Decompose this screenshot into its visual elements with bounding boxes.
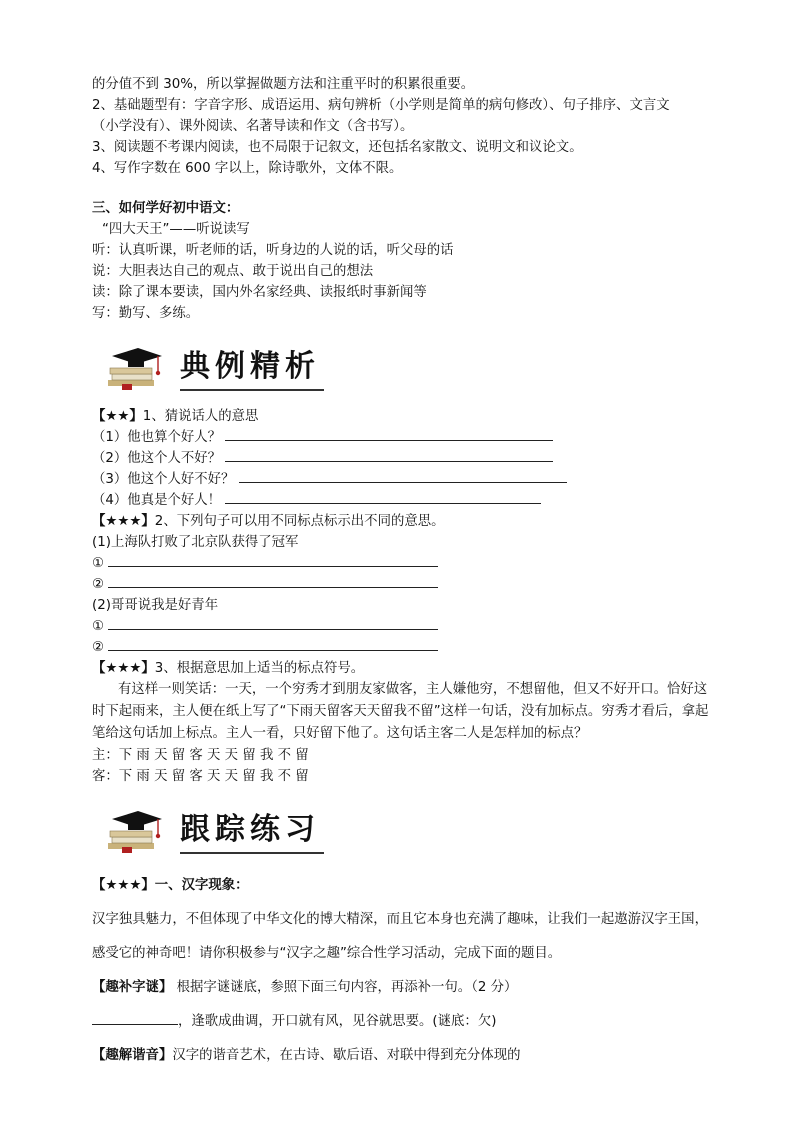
q2-text: 2、下列句子可以用不同标点标示出不同的意思。: [154, 514, 445, 529]
answer-blank[interactable]: [225, 427, 553, 441]
guest-punctuation-line: 客：下 雨 天 留 客 天 天 留 我 不 留: [92, 769, 309, 784]
answer-blank[interactable]: [239, 469, 567, 483]
intro-line-4: 4、写作字数在 600 字以上，除诗歌外，文体不限。: [92, 161, 403, 176]
read-line: 读：除了课本要读，国内外名家经典、读报纸时事新闻等: [92, 285, 427, 300]
graduation-cap-books-icon: [102, 344, 164, 394]
answer-blank[interactable]: [225, 490, 541, 504]
answer-blank[interactable]: [108, 574, 438, 588]
q1-item: （3）他这个人好不好？: [92, 472, 235, 487]
circle-number: ②: [92, 640, 105, 655]
intro-line-1: 的分值不到 30%，所以掌握做题方法和注重平时的积累很重要。: [92, 77, 475, 92]
q2-label: 【★★★】: [92, 514, 155, 529]
section-3-title: 三、如何学好初中语文：: [92, 201, 240, 216]
practice-label: 【★★★】一、汉字现象：: [92, 878, 249, 893]
heading-examples-title: 典例精析: [180, 347, 324, 391]
pun-label: 【趣解谐音】: [92, 1048, 173, 1063]
answer-blank[interactable]: [108, 553, 438, 567]
riddle-answer-blank[interactable]: [92, 1011, 178, 1025]
q3-label: 【★★★】: [92, 661, 155, 676]
q1-item: （1）他也算个好人？: [92, 430, 222, 445]
document-page: [92, 74, 712, 1073]
q1-label: 【★★】: [92, 409, 143, 424]
answer-blank[interactable]: [108, 637, 438, 651]
listen-line: 听：认真听课，听老师的话，听身边的人说的话，听父母的话: [92, 243, 454, 258]
section-heading-examples: [102, 338, 712, 400]
pun-text: 汉字的谐音艺术，在古诗、歇后语、对联中得到充分体现的: [172, 1048, 521, 1063]
speak-line: 说：大胆表达自己的观点、敢于说出自己的想法: [92, 264, 374, 279]
q2-sentence-2: (2)哥哥说我是好青年: [92, 598, 219, 613]
circle-number: ②: [92, 577, 105, 592]
intro-line-3: 3、阅读题不考课内阅读，也不局限于记叙文，还包括名家散文、说明文和议论文。: [92, 140, 583, 155]
graduation-cap-books-icon: [102, 807, 164, 857]
circle-number: ①: [92, 619, 105, 634]
q3-text: 3、根据意思加上适当的标点符号。: [154, 661, 365, 676]
intro-line-2b: （小学没有）、课外阅读、名著导读和作文（含书写）。: [92, 119, 414, 134]
q1-item: （4）他真是个好人！: [92, 493, 222, 508]
q1-text: 1、猜说话人的意思: [142, 409, 259, 424]
answer-blank[interactable]: [108, 616, 438, 630]
circle-number: ①: [92, 556, 105, 571]
riddle-text: 根据字谜谜底，参照下面三句内容，再添补一句。（2 分）: [172, 980, 518, 995]
riddle-line: ，逢歌成曲调，开口就有风，见谷就思要。(谜底：欠): [178, 1014, 497, 1029]
section-3-subtitle: “四大天王”——听说读写: [102, 222, 250, 237]
q1-item: （2）他这个人不好？: [92, 451, 222, 466]
host-punctuation-line: 主：下 雨 天 留 客 天 天 留 我 不 留: [92, 748, 309, 763]
write-line: 写：勤写、多练。: [92, 306, 200, 321]
practice-paragraph: 汉字独具魅力，不但体现了中华文化的博大精深，而且它本身也充满了趣味，让我们一起遨游汉字王国，感受它的神奇吧！请你积极参与“汉字之趣”综合性学习活动，完成下面的题目。: [92, 912, 708, 961]
intro-line-2a: 2、基础题型有：字音字形、成语运用、病句辨析（小学则是简单的病句修改）、句子排序、文言文: [92, 98, 670, 113]
heading-practice-title: 跟踪练习: [180, 810, 324, 854]
q3-paragraph: 有这样一则笑话：一天，一个穷秀才到朋友家做客，主人嫌他穷，不想留他，但又不好开口。恰好这时下起雨来，主人便在纸上写了“下雨天留客天天留我不留”这样一句话，没有加标点。穷秀才看后，拿起笔给这句话加上标点。主人一看，只好留下他了。这句话主客二人是怎样加的标点？: [92, 682, 709, 741]
answer-blank[interactable]: [225, 448, 553, 462]
q2-sentence-1: (1)上海队打败了北京队获得了冠军: [92, 535, 299, 550]
section-heading-practice: [102, 801, 712, 863]
riddle-label: 【趣补字谜】: [92, 980, 173, 995]
